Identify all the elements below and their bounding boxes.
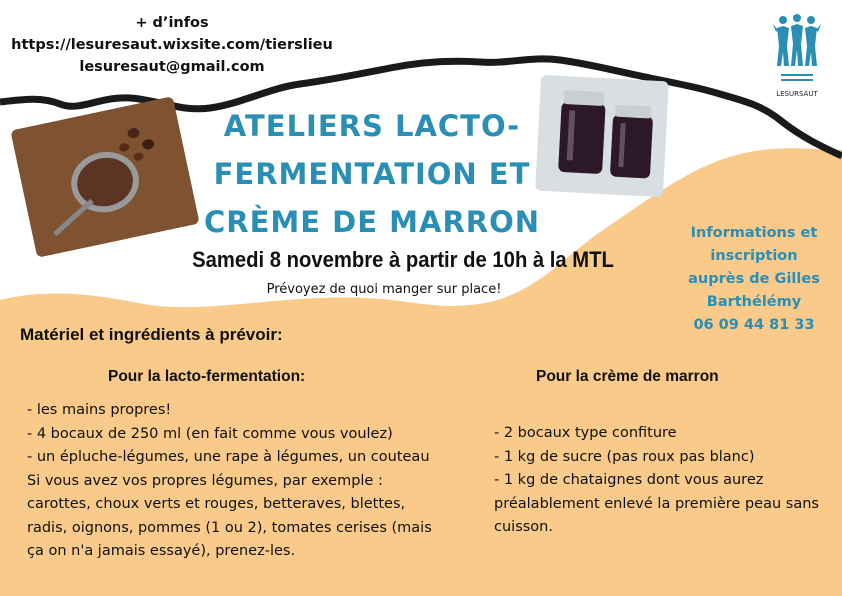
list-item: - 1 kg de sucre (pas roux pas blanc) (494, 448, 755, 465)
list-item: - les mains propres! (27, 402, 172, 418)
list-item: Si vous avez vos propres légumes, par exemple : carottes, choux verts et rouges, betteraves, blettes, radis, oignons, pommes (1 ou 2), tomates cerises (mais ça on n'a jamais essayé), prenez-les. (27, 472, 432, 559)
creme-heading: Pour la crème de marron (536, 368, 719, 385)
title-line-2: FERMENTATION ET (213, 157, 531, 191)
list-item: - 2 bocaux type confiture (494, 425, 677, 441)
list-item: - 1 kg de chataignes dont vous aurez préalablement enlevé la première peau sans cuisson. (494, 472, 819, 535)
event-note: Prévoyez de quoi manger sur place! (266, 282, 502, 297)
contact-line: inscription (710, 248, 798, 264)
lacto-heading: Pour la lacto-fermentation: (108, 368, 306, 385)
title-line-3: CRÈME DE MARRON (203, 205, 541, 239)
infos-label: + d’infos (135, 15, 209, 31)
list-item: - un épluche-légumes, une rape à légumes, un couteau (27, 449, 430, 465)
creme-list (494, 422, 824, 540)
lacto-list (27, 399, 437, 564)
contact-line: auprès de Gilles (688, 271, 820, 287)
contact-phone: 06 09 44 81 33 (693, 317, 815, 333)
website-link[interactable]: https://lesuresaut.wixsite.com/tierslieu (11, 37, 333, 53)
list-item: - 4 bocaux de 250 ml (en fait comme vous voulez) (27, 425, 393, 442)
email-link[interactable]: lesuresaut@gmail.com (79, 59, 265, 75)
page-title (172, 102, 572, 246)
logo-text: LESURSAUT (776, 90, 818, 98)
contact-line: Informations et (690, 225, 818, 241)
info-block (0, 12, 344, 78)
materials-heading: Matériel et ingrédients à prévoir: (20, 325, 283, 344)
contact-line: Barthélémy (706, 294, 802, 310)
title-line-1: ATELIERS LACTO- (223, 109, 521, 143)
dancing-people-logo-icon (773, 12, 821, 102)
event-date: Samedi 8 novembre à partir de 10h à la MTL (192, 247, 614, 272)
contact-block (672, 222, 836, 337)
